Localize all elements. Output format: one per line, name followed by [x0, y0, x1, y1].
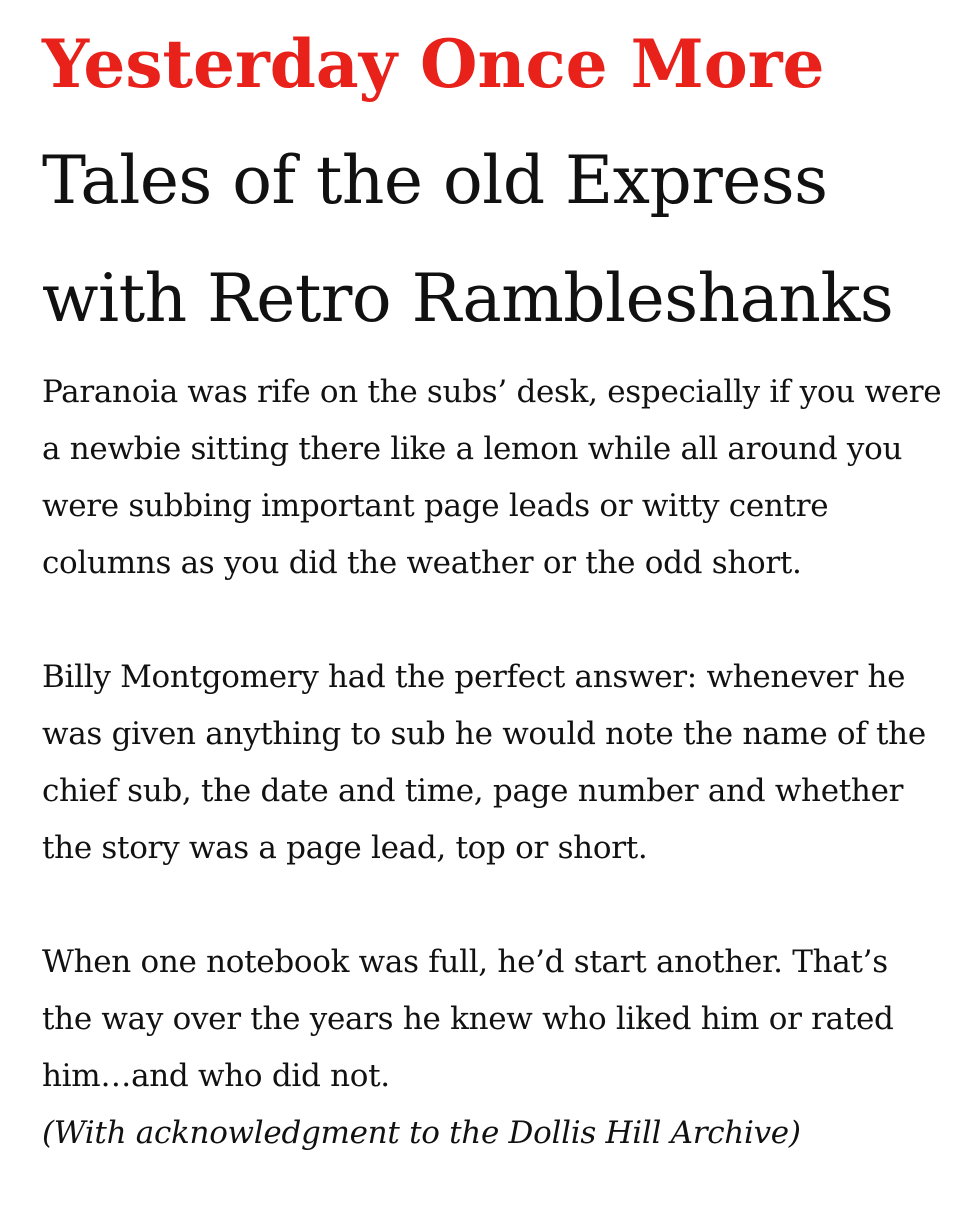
article-paragraph-2: Billy Montgomery had the perfect answer: whenever he was given anything to sub he would note the name of the chief sub, the date and time, page number and whether the story was a page lead, top or short.: [42, 659, 926, 866]
subtitle-line-2: with Retro Rambleshanks: [42, 260, 894, 337]
subtitle-line-1: Tales of the old Express: [42, 142, 828, 219]
article-paragraph-1: Paranoia was rife on the subs’ desk, especially if you were a newbie sitting there like a lemon while all around you were subbing important page leads or witty centre columns as you did the weather or the odd short.: [42, 374, 942, 581]
masthead-title: Yesterday Once More: [42, 25, 825, 103]
article-page: [42, 0, 947, 1162]
article-paragraph-3: When one notebook was full, he’d start another. That’s the way over the years he knew who liked him or rated him…and who did not.: [42, 944, 894, 1094]
article-credit: (With acknowledgment to the Dollis Hill Archive): [42, 1115, 801, 1151]
column-subtitle: [42, 122, 947, 358]
article-body: [42, 364, 947, 1162]
